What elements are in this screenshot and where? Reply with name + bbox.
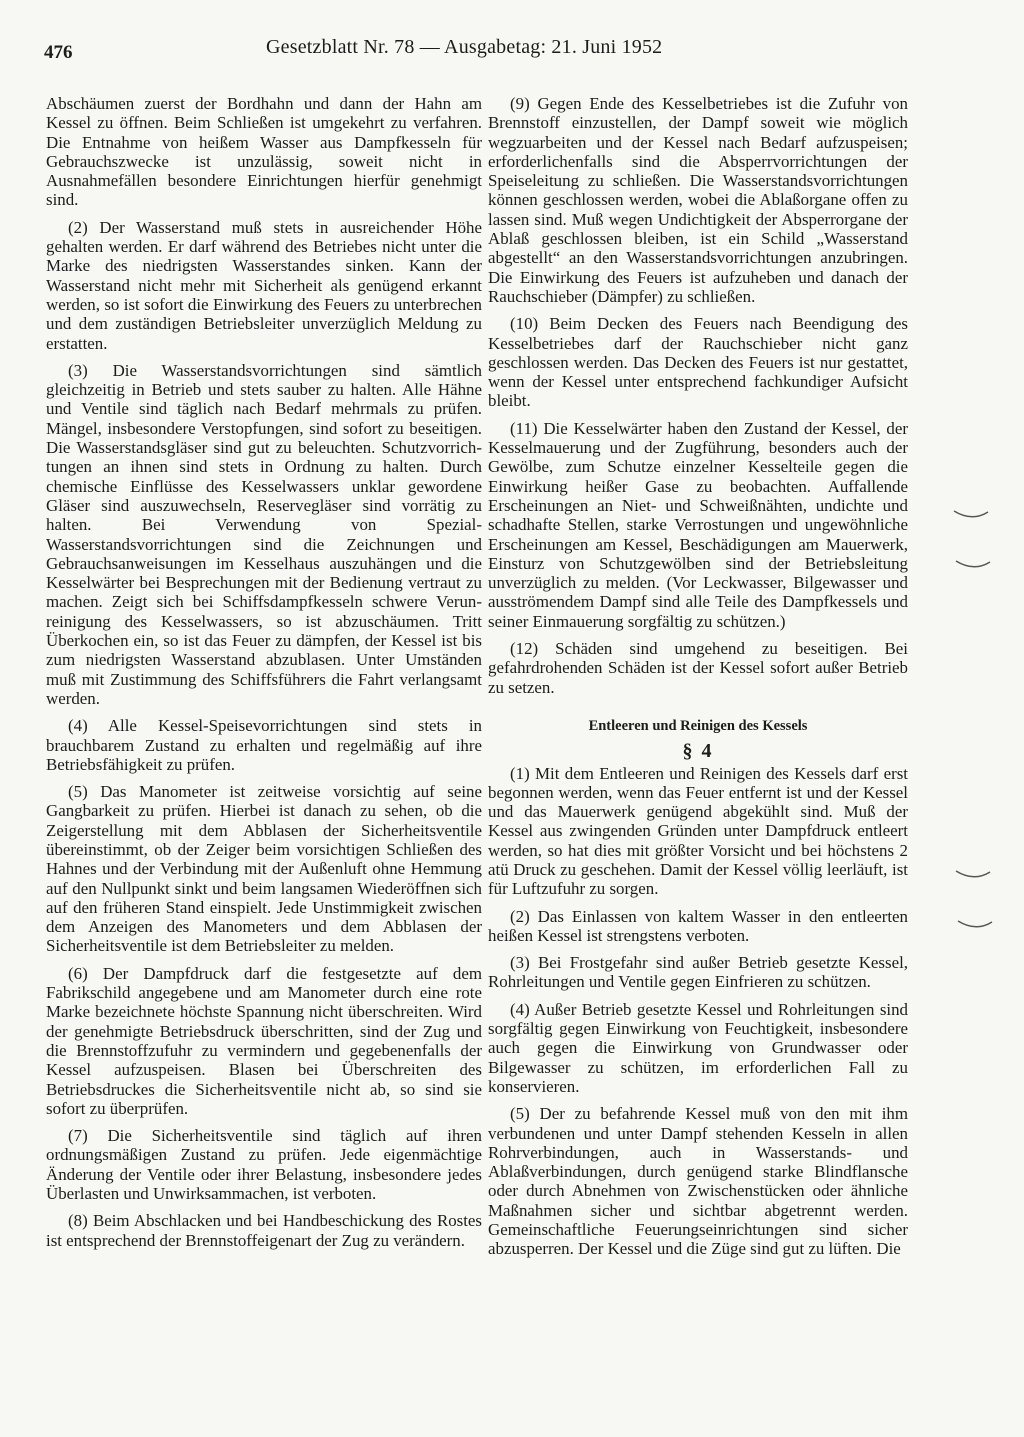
section4-paragraph-3: (3) Bei Frostgefahr sind außer Betrieb gesetzte Kessel, Rohrleitungen und Ventile gegen Einfrieren zu schützen. bbox=[488, 953, 908, 992]
section4-paragraph-4: (4) Außer Betrieb gesetzte Kessel und Rohrleitungen sind sorgfältig gegen Einwirkung von Feuchtigkeit, insbesondere auch gegen die Einwirkung von Grundwasser oder Bilgewasser zu schützen, im erforderlichen Fall zu konservieren. bbox=[488, 999, 908, 1096]
margin-tick-mark bbox=[954, 868, 992, 882]
paragraph-10: (10) Beim Decken des Feuers nach Beendigung des Kesselbetriebes darf der Rauchschieber nicht ganz geschlossen werden. Das Decken des Feuers ist nur gestattet, wenn der Kessel unter entsprechend fachkundiger Aufsicht bleibt. bbox=[488, 314, 908, 411]
page-number: 476 bbox=[44, 42, 73, 63]
paragraph-9: (9) Gegen Ende des Kesselbetriebes ist die Zufuhr von Brennstoff einzustellen, der Dampf soweit wie möglich wegzuarbeiten und der Kessel nach Bedarf aufzuspeisen; erforderlichenfalls sind die Absperrvorrichtungen der Speiseleitung zu schließen. Die Wasserstandsvorrichtungen können geschlossen werden, wobei die Ablaßorgane offen zu lassen sind. Muß wegen Undichtigkeit der Absperrorgane der Ablaß geschlossen bleiben, ist ein Schild „Wasserstand abgestellt“ an den Wasserstandsvorrichtungen anzubringen. Die Einwirkung des Feuers ist aufzuheben und danach der Rauchschieber (Dämpfer) zu schließen. bbox=[488, 94, 908, 306]
margin-tick-mark bbox=[952, 508, 990, 522]
margin-tick-mark bbox=[956, 918, 994, 932]
paragraph-6: (6) Der Dampfdruck darf die festgesetzte auf dem Fabrikschild angegebene und am Manometer durch eine rote Marke bezeichnete höchste Spannung nicht überschreiten. Wird der genehmigte Betriebsdruck überschritten, sind der Zug und die Brennstoffzufuhr zu vermindern und gegebenenfalls der Kessel aufzuspeisen. Blasen bei Überschreiten des Betriebsdruckes die Sicherheitsventile nicht ab, so sind sie sofort zu überprüfen. bbox=[46, 963, 482, 1118]
left-column bbox=[46, 94, 482, 1258]
paragraph-8: (8) Beim Abschlacken und bei Handbeschickung des Rostes ist entsprechend der Brennstoffeigenart der Zug zu verändern. bbox=[46, 1211, 482, 1250]
paragraph-12: (12) Schäden sind umgehend zu beseitigen. Bei gefahrdrohenden Schäden ist der Kessel sofort außer Betrieb zu setzen. bbox=[488, 639, 908, 697]
paragraph-7: (7) Die Sicherheitsventile sind täglich auf ihren ordnungsmäßigen Zustand zu prüfen. Jede eigenmächtige Änderung der Ventile oder ihrer Belastung, insbesondere jedes Überlasten und Unwirksammachen, ist verboten. bbox=[46, 1126, 482, 1204]
paragraph-11: (11) Die Kesselwärter haben den Zustand der Kessel, der Kesselmauerung und der Zugführung, besonders auch der Gewölbe, zum Schutze einzelner Kesselteile gegen die Einwirkung heißer Gase zu beobachten. Auffallende Erscheinungen an Niet- und Schweißnähten, undichte und schadhafte Stellen, starke Verrostungen und ungewöhnliche Erscheinungen am Kessel, Beschädigungen am Mauerwerk, Einsturz von Schutzgewölben sind der Betriebsleitung unverzüglich zu melden. (Vor Leckwasser, Bilgewasser und ausströmendem Dampf sind alle Teile des Dampfkessels und seiner Einmauerung sorgfältig zu schützen.) bbox=[488, 418, 908, 631]
paragraph-continued: Abschäumen zuerst der Bordhahn und dann der Hahn am Kessel zu öffnen. Beim Schließen ist umgekehrt zu verfahren. Die Entnahme von heißem Wasser aus Dampfkesseln für Gebrauchszwecke ist unzulässig, soweit nicht in Ausnahmefällen besondere Einrichtungen hierfür genehmigt sind. bbox=[46, 94, 482, 210]
gazette-issue-title: Gesetzblatt Nr. 78 — Ausgabetag: 21. Juni 1952 bbox=[266, 36, 663, 58]
margin-marks bbox=[948, 0, 1018, 1437]
right-column bbox=[488, 94, 908, 1267]
section4-paragraph-1: (1) Mit dem Entleeren und Reinigen des Kessels darf erst begonnen werden, wenn das Feuer entfernt ist und der Kessel und das Mauerwerk genügend abgekühlt sind. Muß der Kessel aus zwingenden Gründen unter Dampfdruck entleert werden, so hat dies mit größter Vorsicht und bei höchstens 2 atü Druck zu geschehen. Damit der Kessel völlig leerläuft, ist für Luftzufuhr zu sorgen. bbox=[488, 763, 908, 899]
paragraph-2: (2) Der Wasserstand muß stets in ausreichender Höhe gehalten werden. Er darf während des Betriebes nicht unter die Marke des niedrigsten Wasserstandes sinken. Kann der Wasserstand nicht mehr mit Sicherheit als genügend erkannt werden, so ist sofort die Einwirkung des Feuers zu unterbrechen und dem zuständigen Betriebsleiter unverzüglich Meldung zu erstatten. bbox=[46, 217, 482, 353]
page-header bbox=[44, 34, 924, 68]
margin-tick-mark bbox=[954, 558, 992, 572]
paragraph-3: (3) Die Wasserstandsvorrichtungen sind sämtlich gleichzeitig in Betrieb und stets sauber zu halten. Alle Hähne und Ventile sind täglich nach Bedarf mehrmals zu prüfen. Mängel, insbesondere Verstopfungen, sind sofort zu beseitigen. Die Wasserstandsgläser sind gut zu beleuchten. Schutzvorrichtungen an ihnen sind stets in Ordnung zu halten. Durch chemische Einflüsse des Kesselwassers unklar gewordene Gläser sind auszuwechseln, Reservegläser sind vorrätig zu halten. Bei Verwendung von Spezial-Wasserstandsvorrichtungen sind die Zeichnungen und Gebrauchsanweisungen im Kesselhaus auszuhängen und die Kesselwärter bei Besprechungen mit der Bedienung vertraut zu machen. Zeigt sich bei Schiffsdampfkesseln schwere Verunreinigung des Kesselwassers, so ist abzuschäumen. Tritt Überkochen ein, so ist das Feuer zu dämpfen, der Kessel ist bis zum niedrigsten Wasserstand abzublasen. Unter Umständen muß mit Zustimmung des Schiffsführers die Fahrt verlangsamt werden. bbox=[46, 360, 482, 708]
section-number: § 4 bbox=[682, 740, 714, 763]
section4-paragraph-2: (2) Das Einlassen von kaltem Wasser in den entleerten heißen Kessel ist strengstens verboten. bbox=[488, 906, 908, 945]
paragraph-5: (5) Das Manometer ist zeitweise vorsichtig auf seine Gangbarkeit zu prüfen. Hierbei ist danach zu sehen, ob die Zeigerstellung mit dem Abblasen der Sicherheitsventile übereinstimmt, ob der Zeiger beim vorsichtigen Schließen des Hahnes und der Verbindung mit der Außenluft ohne Hemmung auf den Nullpunkt sinkt und beim langsamen Wiederöffnen sich auf den früheren Stand einspielt. Jede Unstimmigkeit zwischen dem Anzeigen des Manometers und dem Abblasen der Sicherheitsventile ist dem Betriebsleiter zu melden. bbox=[46, 782, 482, 956]
paragraph-4: (4) Alle Kessel-Speisevorrichtungen sind stets in brauchbarem Zustand zu erhalten und regelmäßig auf ihre Betriebsfähigkeit zu prüfen. bbox=[46, 716, 482, 774]
section-heading: Entleeren und Reinigen des Kessels bbox=[588, 717, 808, 734]
section4-paragraph-5: (5) Der zu befahrende Kessel muß von den mit ihm verbundenen und unter Dampf stehenden Kesseln in allen Rohrverbindungen, auch in Wasserstands- und Ablaßverbindungen, durch genügend starke Blindflansche oder durch Abnehmen von Zwischenstücken oder ähnliche Maßnahmen sicher und sichtbar abgetrennt werden. Gemeinschaftliche Feuerungseinrichtungen sind sicher abzusperren. Der Kessel und die Züge sind gut zu lüften. Die bbox=[488, 1104, 908, 1259]
